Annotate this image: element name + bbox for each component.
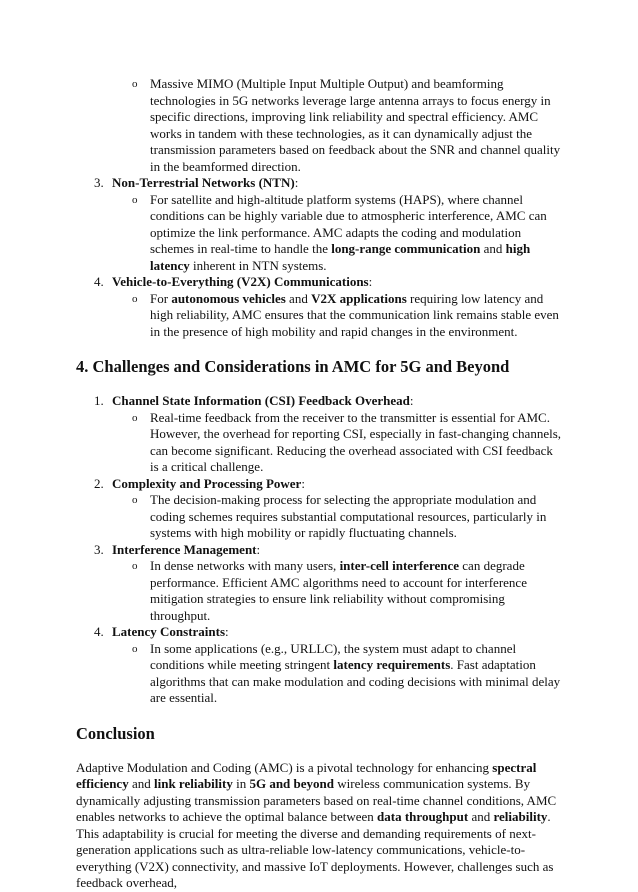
bold-run: data throughput: [377, 809, 469, 824]
latency-sub-item: [132, 640, 564, 707]
list-number: 4.: [94, 274, 104, 289]
list-number: 3.: [94, 175, 104, 190]
bold-run: link reliability: [153, 776, 233, 791]
sub-item-text: Massive MIMO (Multiple Input Multiple Output) and beamforming technologies in 5G networks leverage large antenna arrays to focus energy in specific directions, improving link reliability and spectral efficiency. AMC works in tandem with these technologies, as it can dynamically adjust the transmission parameters based on feedback about the SNR and channel quality in the beamformed direction.: [150, 76, 561, 174]
hollow-bullet-icon: o: [132, 292, 138, 305]
massive-mimo-sub-item: [132, 76, 564, 175]
list-item-title: Latency Constraints: [112, 624, 226, 639]
sub-item-text: Real-time feedback from the receiver to the transmitter is essential for AMC. However, the overhead for reporting CSI, especially in fast-changing channels, can become significant. Reducing the overhead associated with CSI feedback is a critical challenge.: [150, 409, 562, 474]
text-run: For satellite and high-altitude platform systems (HAPS), where channel conditions can be highly variable due to atmospheric interference, AMC can optimize the link performance. AMC adapts the coding and modulation schemes in real-time to handle the: [150, 191, 547, 256]
bold-run: long-range communication: [331, 241, 481, 256]
text-run: wireless communication systems. By dynamically adjusting transmission parameters based on real-time channel conditions, AMC enables networks to achieve the optimal balance between: [76, 776, 557, 824]
text-run: and: [468, 809, 494, 824]
bold-run: high latency: [150, 241, 531, 273]
list-number: 2.: [94, 475, 104, 491]
v2x-sub-item: [132, 290, 564, 341]
bold-run: autonomous vehicles: [171, 290, 286, 306]
colon: :: [368, 274, 373, 289]
text-run: In some applications (e.g., URLLC), the system must adapt to channel conditions while meeting stringent: [150, 640, 517, 672]
hollow-bullet-icon: o: [132, 560, 138, 572]
colon: :: [301, 475, 305, 491]
ntn-sub-item: [132, 191, 564, 275]
section-heading: 4. Challenges and Considerations in AMC for 5G and Beyond: [76, 357, 510, 376]
colon: :: [294, 175, 299, 190]
list-number: 3.: [94, 541, 104, 557]
csi-sub-item: [132, 409, 564, 476]
applications-list-continued: [76, 175, 564, 340]
list-item-csi: [94, 393, 564, 476]
list-item-title: Complexity and Processing Power: [112, 475, 302, 491]
list-item-ntn: [94, 175, 564, 274]
list-item-title: Interference Management: [112, 541, 257, 557]
text-run: In dense networks with many users,: [150, 558, 340, 573]
challenges-list: [76, 393, 564, 707]
text-run: and: [285, 290, 312, 306]
list-number: 4.: [94, 624, 104, 639]
list-item-complexity: [94, 475, 564, 542]
bold-run: 5G and beyond: [249, 776, 335, 791]
list-item-title: Non-Terrestrial Networks (NTN): [112, 175, 295, 190]
interference-sub-item: [132, 558, 564, 624]
colon: :: [256, 541, 261, 557]
bold-run: latency requirements: [333, 657, 451, 672]
list-item-title: Channel State Information (CSI) Feedback Overhead: [112, 393, 410, 408]
list-item-interference: [94, 541, 564, 625]
bold-run: spectral efficiency: [76, 759, 537, 791]
bold-run: inter-cell interference: [339, 558, 460, 573]
hollow-bullet-icon: o: [132, 494, 138, 506]
colon: :: [409, 393, 414, 408]
bold-run: V2X applications: [311, 290, 407, 306]
sub-item-text: The decision-making process for selecting the appropriate modulation and coding schemes requires substantial computational resources, particularly in systems with high mobility or rapidly fluctuating channels.: [150, 492, 547, 540]
list-item-latency: [94, 624, 564, 707]
text-run: and: [128, 776, 154, 791]
list-item-v2x: [94, 274, 564, 340]
conclusion-heading: Conclusion: [76, 723, 155, 743]
hollow-bullet-icon: o: [132, 642, 138, 655]
text-run: inherent in NTN systems.: [189, 257, 327, 273]
complexity-sub-item: [132, 492, 564, 542]
list-number: 1.: [94, 393, 104, 408]
bold-run: reliability: [493, 809, 548, 824]
text-run: . Fast adaptation algorithms that can make modulation and coding decisions with minimal delay are essential.: [150, 657, 561, 705]
text-run: Adaptive Modulation and Coding (AMC) is a pivotal technology for enhancing: [76, 759, 493, 775]
hollow-bullet-icon: o: [132, 78, 138, 90]
text-run: . This adaptability is crucial for meeting the diverse and demanding requirements of next-generation applications such as ultra-reliable low-latency communications, vehicle-to-everything (V2X) connectivity, and massive IoT deployments. However, challenges such as feedback overhead,: [76, 809, 554, 890]
text-run: and: [480, 241, 506, 256]
text-run: requiring low latency and high reliability, AMC ensures that the communication link remains stable even in the presence of high mobility and rapid changes in the environment.: [150, 290, 559, 339]
hollow-bullet-icon: o: [132, 193, 138, 206]
text-run: For: [150, 290, 172, 306]
text-run: in: [232, 776, 250, 791]
hollow-bullet-icon: o: [132, 411, 138, 424]
colon: :: [225, 624, 229, 639]
list-item-title: Vehicle-to-Everything (V2X) Communications: [112, 274, 369, 289]
text-run: can degrade performance. Efficient AMC algorithms need to account for interference mitigation strategies to ensure link reliability without compromising throughput.: [150, 558, 527, 623]
